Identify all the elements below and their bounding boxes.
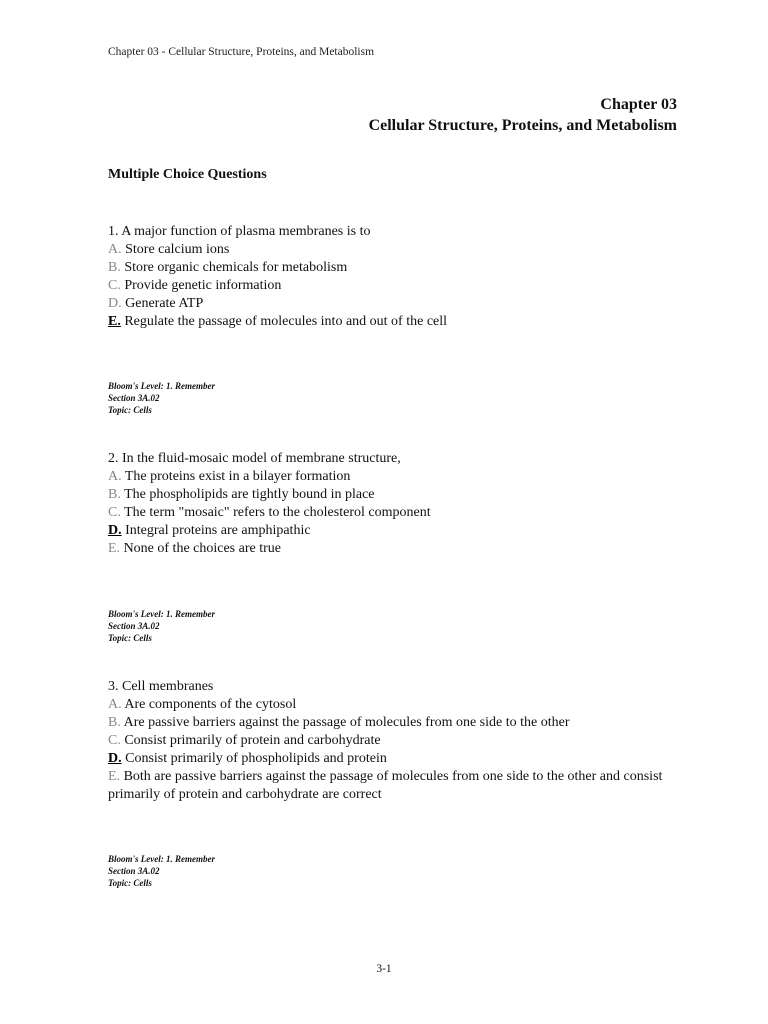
option-text: The term "mosaic" refers to the cholesterol component xyxy=(124,505,431,520)
option-a xyxy=(108,696,668,714)
option-text: Are components of the cytosol xyxy=(124,697,297,712)
chapter-title: Cellular Structure, Proteins, and Metabolism xyxy=(368,117,677,134)
section-ref: Section 3A.02 xyxy=(108,393,160,403)
option-text: Consist primarily of phospholipids and protein xyxy=(125,751,387,766)
option-letter: B. xyxy=(108,715,121,730)
option-text: Integral proteins are amphipathic xyxy=(125,523,311,538)
option-letter: B. xyxy=(108,260,121,275)
option-b xyxy=(108,259,668,277)
option-text: Store organic chemicals for metabolism xyxy=(124,260,348,275)
option-b xyxy=(108,714,668,732)
option-b xyxy=(108,486,668,504)
page-number: 3-1 xyxy=(376,963,392,975)
option-text: Are passive barriers against the passage of molecules from one side to the other xyxy=(123,715,570,730)
correct-option-letter: D. xyxy=(108,751,122,766)
option-d xyxy=(108,295,668,313)
question-3-metadata xyxy=(108,853,215,889)
option-e xyxy=(108,768,668,804)
option-text: Regulate the passage of molecules into and out of the cell xyxy=(124,314,448,329)
option-text: Generate ATP xyxy=(125,296,204,311)
option-text: Store calcium ions xyxy=(125,242,230,257)
question-2-metadata xyxy=(108,608,215,644)
option-letter: A. xyxy=(108,242,122,257)
option-letter: C. xyxy=(108,278,121,293)
option-letter: C. xyxy=(108,505,121,520)
option-a xyxy=(108,241,668,259)
option-text: Consist primarily of protein and carbohydrate xyxy=(124,733,381,748)
option-e-correct xyxy=(108,313,668,331)
option-letter: C. xyxy=(108,733,121,748)
section-ref: Section 3A.02 xyxy=(108,621,160,631)
option-letter: E. xyxy=(108,541,121,556)
question-stem: 3. Cell membranes xyxy=(108,679,214,694)
option-letter: E. xyxy=(108,769,121,784)
option-letter: A. xyxy=(108,697,122,712)
option-c xyxy=(108,732,668,750)
blooms-level: Bloom's Level: 1. Remember xyxy=(108,381,215,391)
option-a xyxy=(108,468,668,486)
topic: Topic: Cells xyxy=(108,633,152,643)
option-text: None of the choices are true xyxy=(123,541,281,556)
correct-option-letter: E. xyxy=(108,314,121,329)
option-letter: D. xyxy=(108,296,122,311)
option-letter: A. xyxy=(108,469,122,484)
option-letter: B. xyxy=(108,487,121,502)
blooms-level: Bloom's Level: 1. Remember xyxy=(108,854,215,864)
section-title: Multiple Choice Questions xyxy=(108,167,267,182)
option-d-correct xyxy=(108,750,668,768)
option-text: Both are passive barriers against the passage of molecules from one side to the other and consist primarily of protein and carbohydrate are correct xyxy=(108,769,663,802)
topic: Topic: Cells xyxy=(108,405,152,415)
question-2 xyxy=(108,450,668,558)
option-text: The proteins exist in a bilayer formation xyxy=(124,469,351,484)
option-text: The phospholipids are tightly bound in place xyxy=(124,487,375,502)
blooms-level: Bloom's Level: 1. Remember xyxy=(108,609,215,619)
running-header: Chapter 03 - Cellular Structure, Proteins, and Metabolism xyxy=(108,46,375,58)
option-c xyxy=(108,504,668,522)
chapter-title-block xyxy=(369,94,677,136)
question-1-metadata xyxy=(108,380,215,416)
correct-option-letter: D. xyxy=(108,523,122,538)
topic: Topic: Cells xyxy=(108,878,152,888)
option-e xyxy=(108,540,668,558)
question-stem: 1. A major function of plasma membranes is to xyxy=(108,224,371,239)
question-3 xyxy=(108,678,668,804)
option-c xyxy=(108,277,668,295)
option-text: Provide genetic information xyxy=(124,278,282,293)
question-stem: 2. In the fluid-mosaic model of membrane structure, xyxy=(108,451,401,466)
section-ref: Section 3A.02 xyxy=(108,866,160,876)
option-d-correct xyxy=(108,522,668,540)
chapter-number: Chapter 03 xyxy=(600,96,677,113)
question-1 xyxy=(108,223,668,331)
